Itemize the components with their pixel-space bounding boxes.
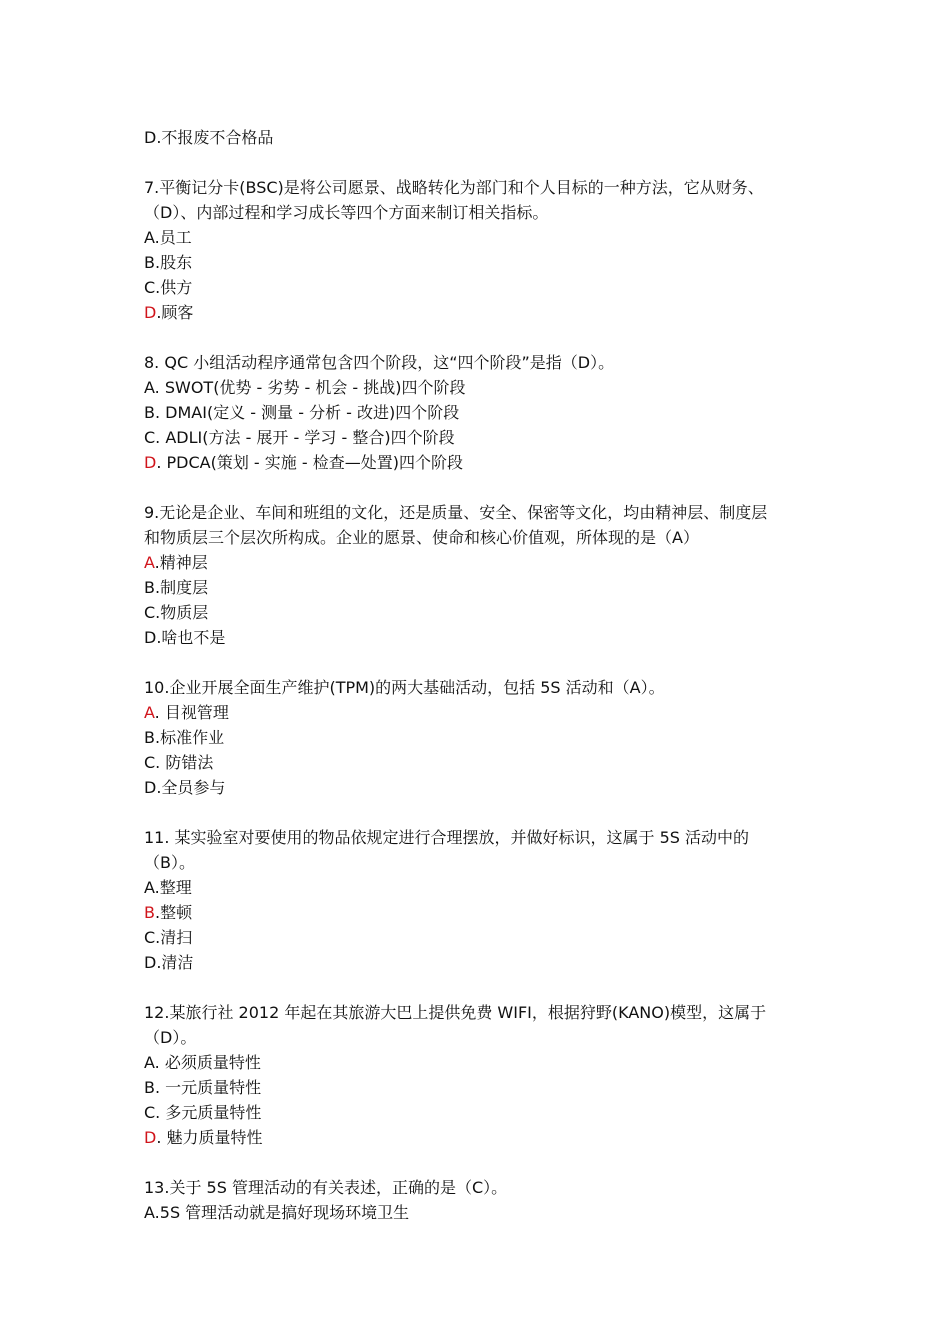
option-text: .顾客 [156,303,194,322]
option-text: .股东 [154,253,193,272]
option-text: . 必须质量特性 [154,1053,261,1072]
option-row [144,1100,261,1125]
option-row [144,225,192,250]
option-text: .全员参与 [156,778,226,797]
option-row [144,375,466,400]
option-row [144,450,463,475]
option-row [144,925,192,950]
option-text: . SWOT(优势 - 劣势 - 机会 - 挑战)四个阶段 [154,378,466,397]
option-text: .整理 [154,878,192,897]
option-letter: D [144,778,157,797]
option-row [144,400,459,425]
option-row [144,950,193,975]
option-text: . DMAI(定义 - 测量 - 分析 - 改进)四个阶段 [154,403,460,422]
option-row [144,725,224,750]
option-row [144,1200,409,1225]
question-stem-line: 11. 某实验室对要使用的物品依规定进行合理摆放，并做好标识，这属于 5S 活动中的 [144,828,750,847]
option-letter: A [144,1053,155,1072]
option-text: .员工 [154,228,192,247]
previous-question-tail: D.不报废不合格品 [144,128,274,147]
question-stem-line: （D）。 [144,1028,197,1047]
question-stem-line: 9.无论是企业、车间和班组的文化，还是质量、安全、保密等文化，均由精神层、制度层 [144,503,768,522]
option-row [144,875,192,900]
option-row [144,750,213,775]
option-letter: C [144,603,156,622]
question-stem-line: （B）。 [144,853,195,872]
option-row [144,1125,263,1150]
option-row [144,300,193,325]
option-row [144,275,192,300]
option-letter: B [144,1078,155,1097]
option-text: .物质层 [155,603,209,622]
question-stem-line: 7.平衡记分卡(BSC)是将公司愿景、战略转化为部门和个人目标的一种方法，它从财务、 [144,178,764,197]
option-row [144,1050,261,1075]
option-letter: A [144,1203,155,1222]
option-letter: B [144,253,155,272]
option-letter: D [144,453,157,472]
option-row [144,250,192,275]
option-text: .清扫 [155,928,193,947]
question-stem-line: 13.关于 5S 管理活动的有关表述，正确的是（C）。 [144,1178,508,1197]
question-stem-line: 8. QC 小组活动程序通常包含四个阶段，这“四个阶段”是指（D）。 [144,353,615,372]
option-text: . 一元质量特性 [154,1078,262,1097]
option-row [144,700,229,725]
option-text: . 多元质量特性 [155,1103,262,1122]
option-text: .制度层 [154,578,209,597]
option-letter: B [144,903,155,922]
option-text: .5S 管理活动就是搞好现场环境卫生 [154,1203,410,1222]
option-letter: A [144,878,155,897]
option-row [144,1075,261,1100]
option-text: .啥也不是 [156,628,226,647]
option-text: .标准作业 [154,728,225,747]
option-letter: C [144,928,156,947]
option-letter: D [144,303,157,322]
option-letter: D [144,953,157,972]
option-row [144,425,455,450]
option-text: .供方 [155,278,193,297]
option-row [144,600,208,625]
option-row [144,625,225,650]
option-letter: B [144,578,155,597]
option-letter: C [144,278,156,297]
option-letter: A [144,378,155,397]
option-letter: B [144,403,155,422]
option-text: . 防错法 [155,753,214,772]
option-letter: A [144,553,155,572]
option-letter: B [144,728,155,747]
question-stem-line: 和物质层三个层次所构成。企业的愿景、使命和核心价值观，所体现的是（A） [144,528,699,547]
option-text: . PDCA(策划 - 实施 - 检查—处置)四个阶段 [156,453,463,472]
option-text: .精神层 [154,553,208,572]
option-row [144,900,192,925]
option-letter: C [144,1103,156,1122]
question-stem-line: 10.企业开展全面生产维护(TPM)的两大基础活动，包括 5S 活动和（A）。 [144,678,665,697]
option-letter: A [144,703,155,722]
option-row [144,550,208,575]
option-text: .清洁 [156,953,194,972]
option-letter: C [144,428,156,447]
question-stem-line: （D）、内部过程和学习成长等四个方面来制订相关指标。 [144,203,549,222]
option-letter: A [144,228,155,247]
option-text: .整顿 [154,903,193,922]
option-text: . 目视管理 [154,703,229,722]
option-text: . ADLI(方法 - 展开 - 学习 - 整合)四个阶段 [155,428,455,447]
question-stem-line: 12.某旅行社 2012 年起在其旅游大巴上提供免费 WIFI，根据狩野(KANO)模型，这属于 [144,1003,767,1022]
option-row [144,575,208,600]
option-row [144,775,225,800]
option-letter: D [144,628,157,647]
option-text: . 魅力质量特性 [156,1128,263,1147]
option-letter: D [144,1128,157,1147]
option-letter: C [144,753,156,772]
